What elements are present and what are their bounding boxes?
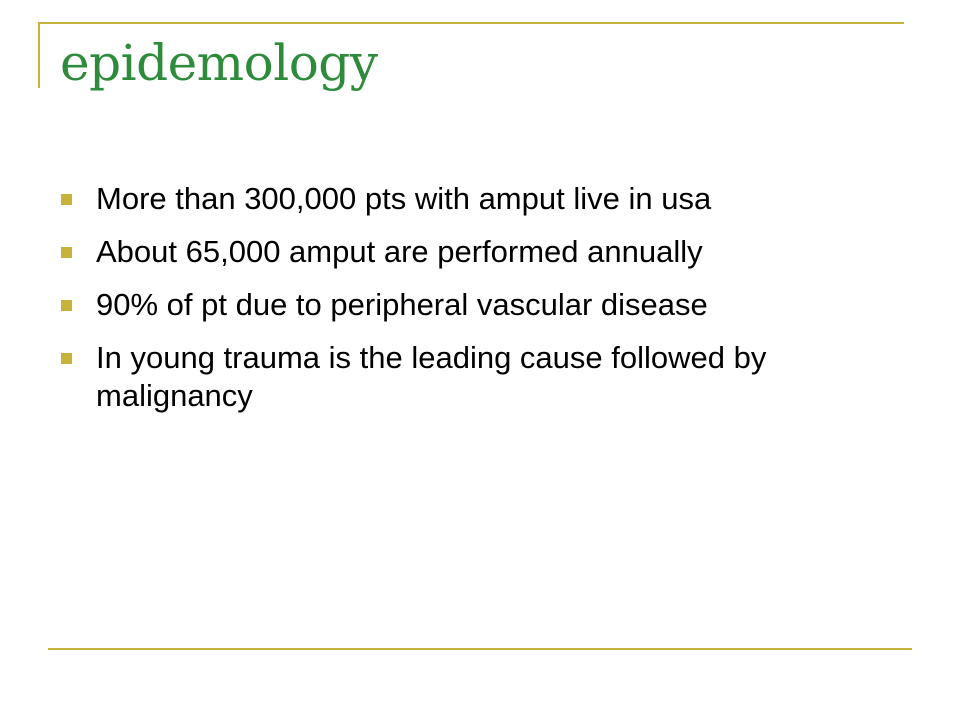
bottom-rule — [48, 648, 912, 650]
left-rule — [38, 22, 40, 88]
top-rule — [40, 22, 904, 24]
square-bullet-icon — [61, 194, 72, 205]
bullet-item — [60, 233, 920, 271]
bullet-text: About 65,000 amput are performed annually — [96, 234, 703, 269]
slide-title: epidemology — [60, 34, 378, 92]
square-bullet-icon — [61, 353, 72, 364]
bullet-item — [60, 339, 920, 415]
bullet-list — [60, 180, 920, 430]
square-bullet-icon — [61, 247, 72, 258]
square-bullet-icon — [61, 300, 72, 311]
bullet-item — [60, 180, 920, 218]
bullet-item — [60, 286, 920, 324]
bullet-text: In young trauma is the leading cause followed by malignancy — [96, 340, 767, 413]
bullet-text: 90% of pt due to peripheral vascular disease — [96, 287, 708, 322]
bullet-text: More than 300,000 pts with amput live in usa — [96, 181, 712, 216]
